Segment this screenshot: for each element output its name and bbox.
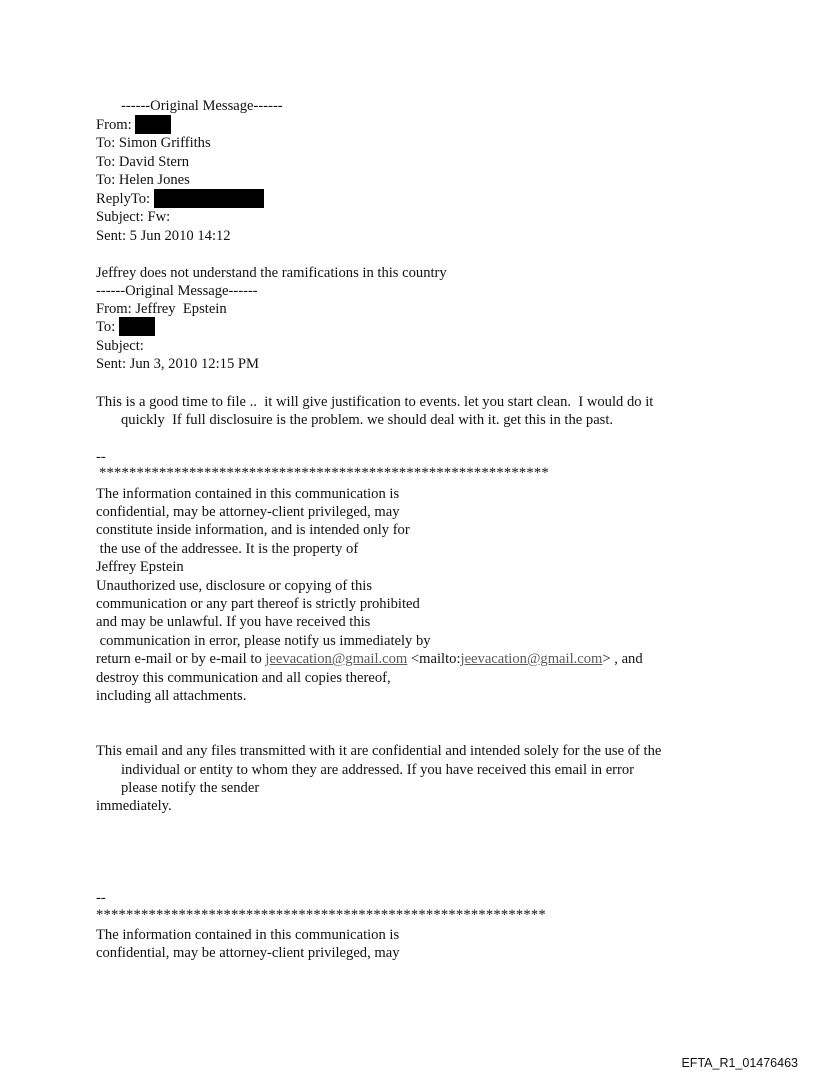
- replyto-line: [96, 190, 264, 208]
- to-line-david: To: David Stern: [96, 154, 190, 170]
- confidentiality-line: The information contained in this communication is: [96, 486, 400, 502]
- redaction-box: [135, 115, 171, 134]
- email-link[interactable]: jeevacation@gmail.com: [265, 651, 408, 667]
- return-email-line: [96, 650, 643, 668]
- body-line-2: quickly If full disclosuire is the problem. we should deal with it. get this in the past.: [121, 412, 614, 428]
- to-label: To:: [96, 319, 116, 335]
- confidentiality-line: constitute inside information, and is intended only for: [96, 522, 410, 538]
- mailto-suffix: > , and: [602, 651, 643, 667]
- disclaimer-line-1: This email and any files transmitted with it are confidential and intended solely for the use of the: [96, 743, 662, 759]
- subject-line-2: Subject:: [96, 338, 144, 354]
- mailto-link[interactable]: jeevacation@gmail.com: [460, 651, 603, 667]
- redaction-box: [119, 317, 155, 336]
- confidentiality-line: the use of the addressee. It is the property of: [96, 541, 359, 557]
- confidentiality-line: destroy this communication and all copies thereof,: [96, 670, 391, 686]
- signature-dashes-2: --: [96, 890, 106, 906]
- subject-line-1: Subject: Fw:: [96, 209, 171, 225]
- disclaimer-line-3: please notify the sender: [121, 780, 260, 796]
- reply-body: Jeffrey does not understand the ramifications in this country: [96, 265, 447, 281]
- to-line-helen: To: Helen Jones: [96, 172, 190, 188]
- original-message-separator-1: ------Original Message------: [121, 98, 283, 114]
- confidentiality-line: including all attachments.: [96, 688, 247, 704]
- return-prefix: return e-mail or by e-mail to: [96, 651, 266, 667]
- confidentiality-line: communication in error, please notify us immediately by: [96, 633, 431, 649]
- sent-line-1: Sent: 5 Jun 2010 14:12: [96, 228, 231, 244]
- confidentiality-line: communication or any part thereof is strictly prohibited: [96, 596, 420, 612]
- original-message-separator-2: ------Original Message------: [96, 283, 258, 299]
- confidentiality-line: Unauthorized use, disclosure or copying of this: [96, 578, 373, 594]
- document-id: EFTA_R1_01476463: [681, 1056, 798, 1070]
- signature-stars-2: ************************************************************: [96, 907, 546, 923]
- body-line-1: This is a good time to file .. it will give justification to events. let you start clean. I would do it: [96, 394, 654, 410]
- mailto-prefix: <mailto:: [407, 651, 461, 667]
- from-line-1: [96, 116, 171, 134]
- signature-dashes-1: --: [96, 449, 106, 465]
- confidentiality-line: confidential, may be attorney-client privileged, may: [96, 945, 400, 961]
- sent-line-2: Sent: Jun 3, 2010 12:15 PM: [96, 356, 259, 372]
- to-line-simon: To: Simon Griffiths: [96, 135, 211, 151]
- to-line-2: [96, 318, 155, 336]
- confidentiality-line: The information contained in this communication is: [96, 927, 400, 943]
- from-line-2: From: Jeffrey Epstein: [96, 301, 227, 317]
- replyto-label: ReplyTo:: [96, 191, 151, 207]
- from-label: From:: [96, 117, 132, 133]
- redaction-box: [154, 189, 264, 208]
- disclaimer-line-2: individual or entity to whom they are addressed. If you have received this email in error: [121, 762, 635, 778]
- signature-stars-1: ************************************************************: [99, 465, 549, 481]
- confidentiality-line: Jeffrey Epstein: [96, 559, 184, 575]
- disclaimer-line-4: immediately.: [96, 798, 172, 814]
- confidentiality-line: and may be unlawful. If you have received this: [96, 614, 371, 630]
- confidentiality-line: confidential, may be attorney-client privileged, may: [96, 504, 400, 520]
